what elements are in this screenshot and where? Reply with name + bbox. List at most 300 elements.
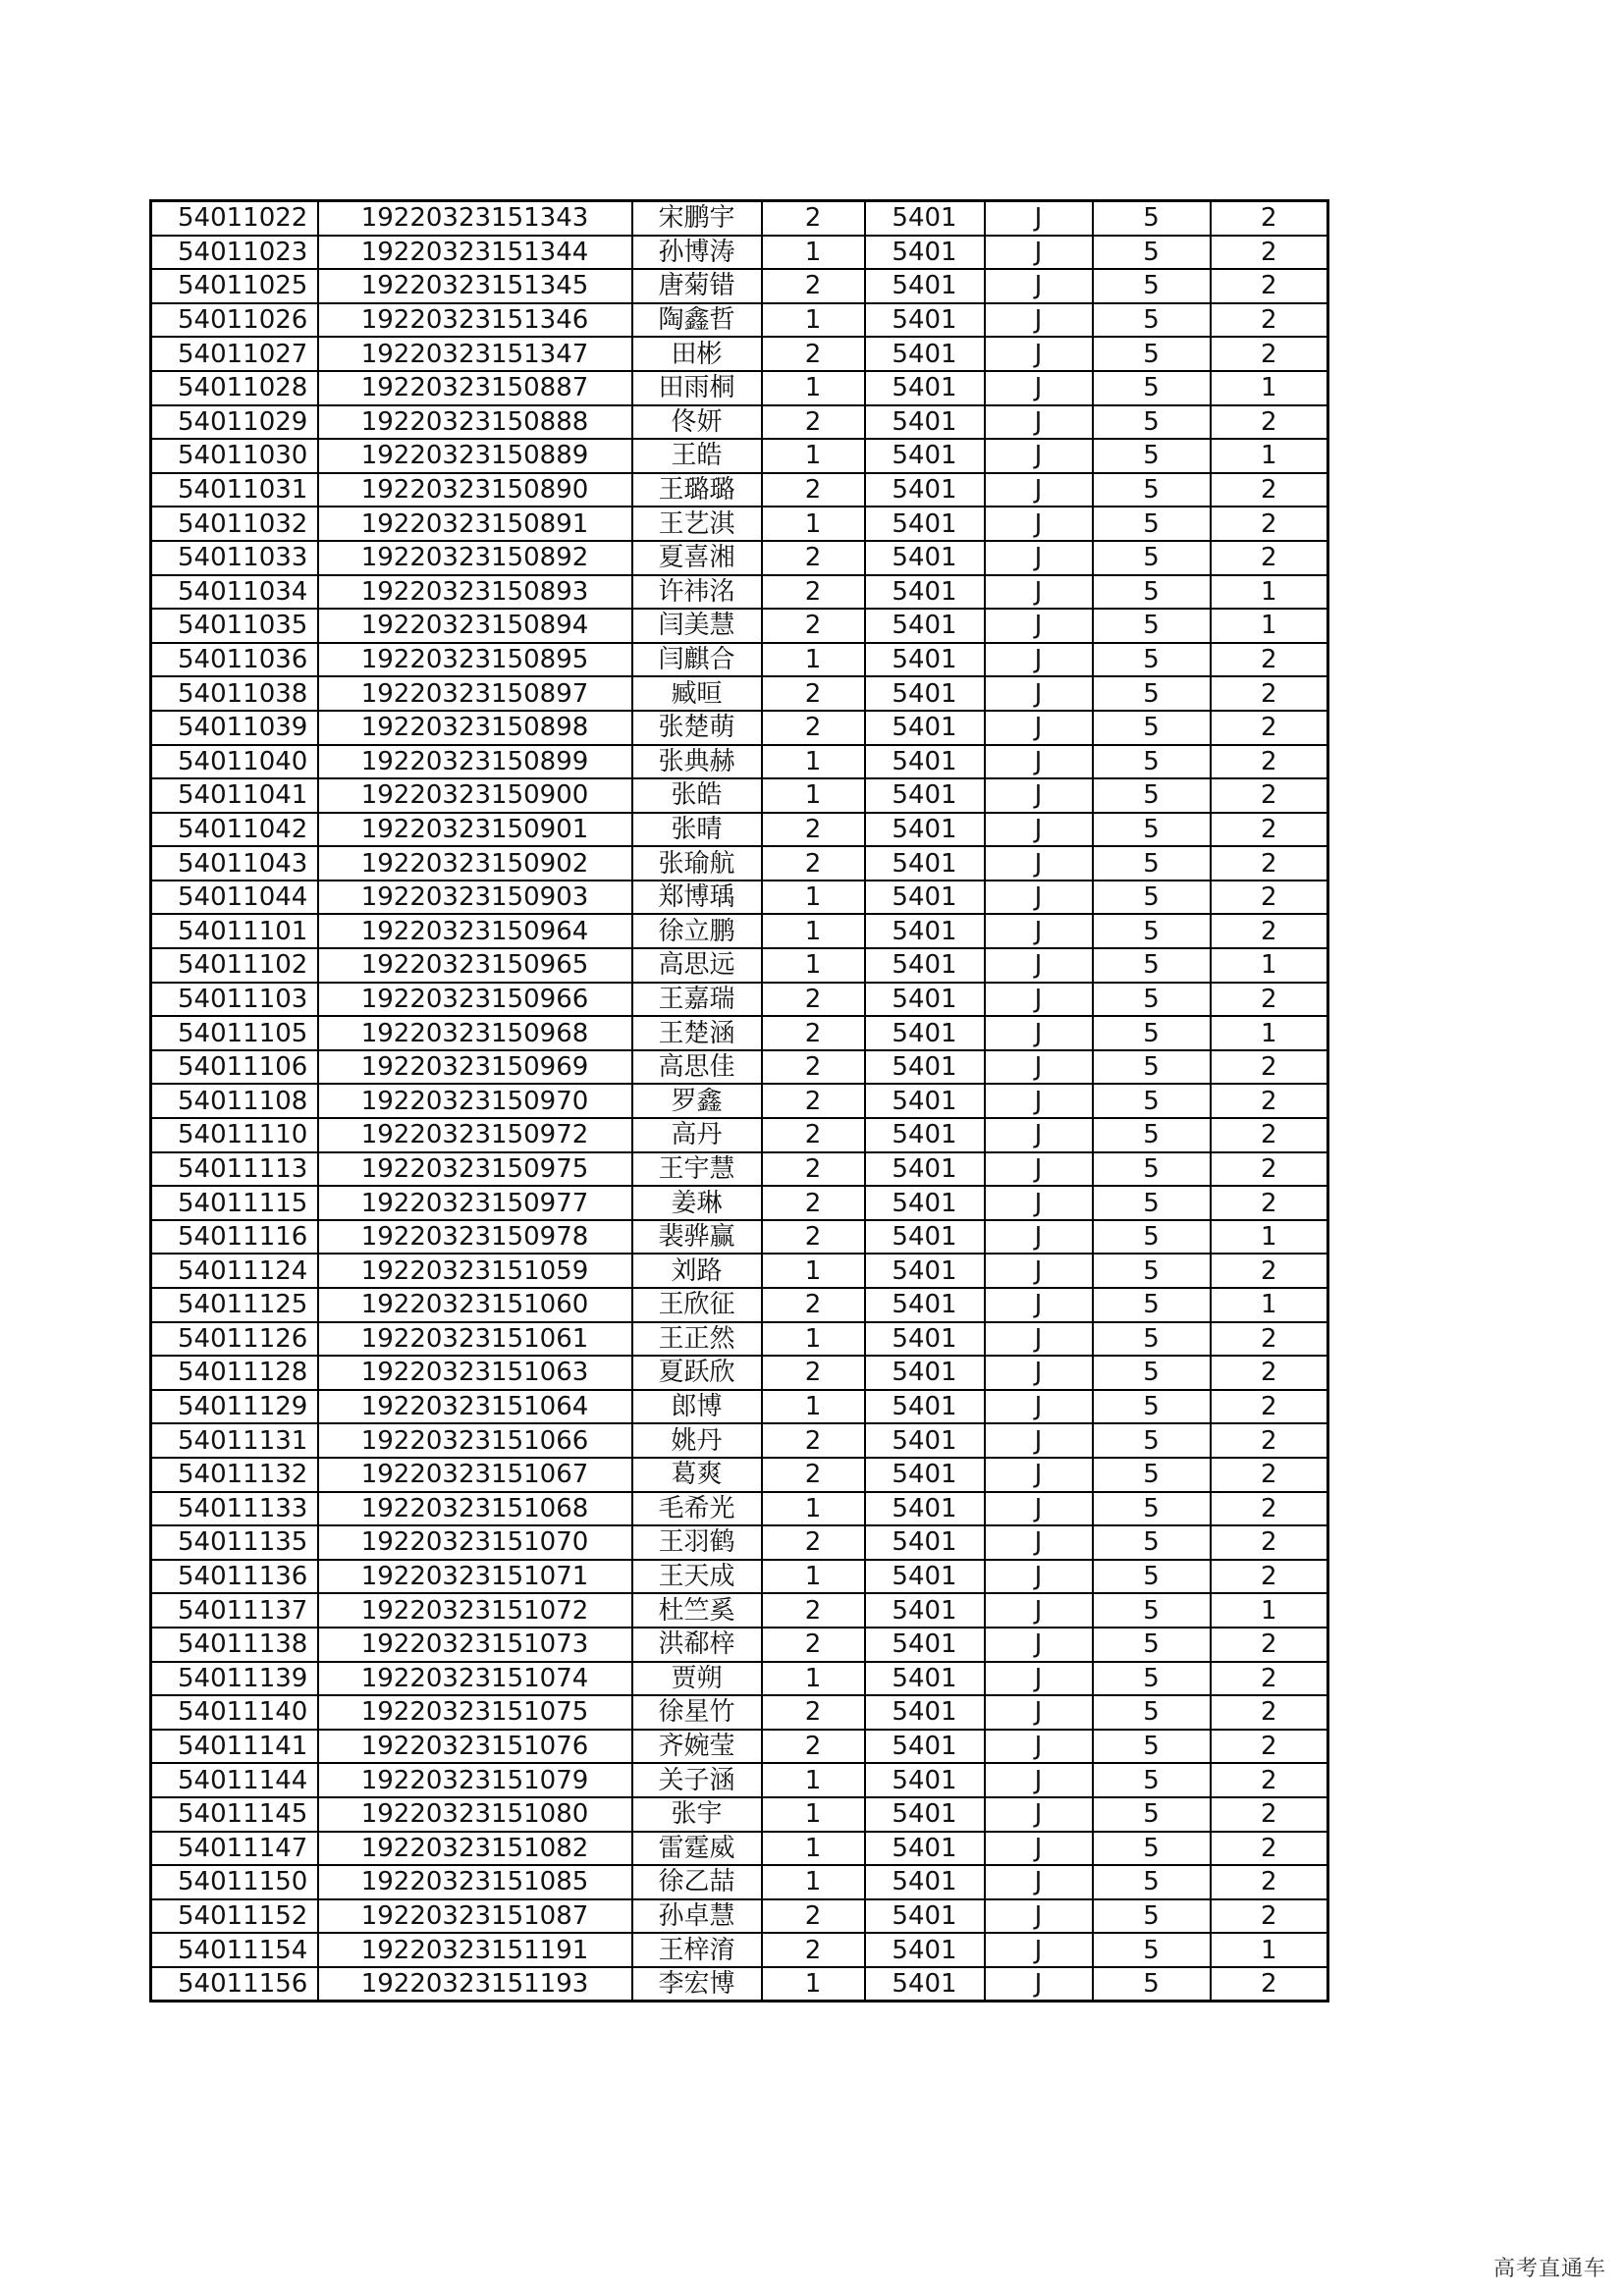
cell-col-7: 5 [1093, 1118, 1211, 1152]
cell-candidate-id: 19220323151068 [318, 1492, 632, 1526]
cell-category: J [985, 405, 1093, 440]
cell-col-7: 5 [1093, 1865, 1211, 1899]
cell-candidate-id: 19220323151193 [318, 1967, 632, 2002]
cell-gender-code: 1 [762, 1322, 865, 1357]
cell-school-code: 5401 [865, 575, 985, 610]
cell-gender-code: 1 [762, 948, 865, 983]
cell-school-code: 5401 [865, 405, 985, 440]
cell-school-code: 5401 [865, 541, 985, 575]
cell-candidate-id: 19220323150972 [318, 1118, 632, 1152]
cell-school-code: 5401 [865, 745, 985, 779]
cell-category: J [985, 1899, 1093, 1934]
cell-col-7: 5 [1093, 1492, 1211, 1526]
cell-gender-code: 2 [762, 1628, 865, 1662]
cell-gender-code: 1 [762, 236, 865, 270]
cell-exam-id: 54011040 [151, 745, 318, 779]
cell-col-7: 5 [1093, 1423, 1211, 1458]
table-row [151, 1763, 1328, 1797]
cell-category: J [985, 1763, 1093, 1797]
cell-name: 贾朔 [632, 1662, 762, 1696]
cell-candidate-id: 19220323150887 [318, 371, 632, 405]
cell-exam-id: 54011105 [151, 1016, 318, 1050]
cell-name: 张晴 [632, 813, 762, 847]
cell-exam-id: 54011028 [151, 371, 318, 405]
cell-gender-code: 1 [762, 778, 865, 813]
cell-gender-code: 2 [762, 1118, 865, 1152]
cell-candidate-id: 19220323151066 [318, 1423, 632, 1458]
cell-gender-code: 2 [762, 1288, 865, 1322]
cell-school-code: 5401 [865, 1152, 985, 1187]
cell-col-8: 2 [1211, 1254, 1328, 1288]
cell-name: 张典赫 [632, 745, 762, 779]
cell-col-7: 5 [1093, 1254, 1211, 1288]
cell-candidate-id: 19220323151191 [318, 1933, 632, 1967]
cell-candidate-id: 19220323150898 [318, 711, 632, 745]
cell-col-7: 5 [1093, 1832, 1211, 1866]
cell-col-8: 2 [1211, 1492, 1328, 1526]
cell-school-code: 5401 [865, 1220, 985, 1255]
cell-exam-id: 54011038 [151, 676, 318, 711]
cell-candidate-id: 19220323150965 [318, 948, 632, 983]
cell-school-code: 5401 [865, 948, 985, 983]
cell-name: 葛爽 [632, 1458, 762, 1492]
cell-category: J [985, 745, 1093, 779]
cell-gender-code: 1 [762, 1254, 865, 1288]
table-row [151, 1458, 1328, 1492]
table-row [151, 778, 1328, 813]
cell-name: 王璐璐 [632, 473, 762, 507]
cell-school-code: 5401 [865, 914, 985, 948]
cell-name: 唐菊错 [632, 269, 762, 303]
table-row [151, 813, 1328, 847]
cell-candidate-id: 19220323151085 [318, 1865, 632, 1899]
cell-exam-id: 54011141 [151, 1730, 318, 1764]
cell-name: 张楚萌 [632, 711, 762, 745]
cell-col-7: 5 [1093, 1662, 1211, 1696]
cell-exam-id: 54011113 [151, 1152, 318, 1187]
cell-candidate-id: 19220323151074 [318, 1662, 632, 1696]
table-row [151, 236, 1328, 270]
cell-name: 夏喜湘 [632, 541, 762, 575]
cell-col-8: 2 [1211, 1186, 1328, 1220]
table-row [151, 575, 1328, 610]
cell-name: 王宇慧 [632, 1152, 762, 1187]
cell-col-8: 2 [1211, 201, 1328, 236]
cell-gender-code: 2 [762, 1525, 865, 1560]
cell-col-8: 2 [1211, 676, 1328, 711]
table-row [151, 1356, 1328, 1390]
cell-col-8: 2 [1211, 1763, 1328, 1797]
cell-col-8: 1 [1211, 1016, 1328, 1050]
table-row [151, 1050, 1328, 1085]
cell-col-8: 2 [1211, 1322, 1328, 1357]
cell-exam-id: 54011125 [151, 1288, 318, 1322]
table-row [151, 1322, 1328, 1357]
cell-school-code: 5401 [865, 1560, 985, 1594]
cell-category: J [985, 1118, 1093, 1152]
cell-exam-id: 54011032 [151, 507, 318, 541]
cell-school-code: 5401 [865, 1050, 985, 1085]
cell-name: 高思远 [632, 948, 762, 983]
cell-school-code: 5401 [865, 846, 985, 881]
cell-category: J [985, 269, 1093, 303]
cell-school-code: 5401 [865, 1865, 985, 1899]
cell-school-code: 5401 [865, 1423, 985, 1458]
cell-candidate-id: 19220323150892 [318, 541, 632, 575]
cell-col-7: 5 [1093, 1220, 1211, 1255]
cell-candidate-id: 19220323150897 [318, 676, 632, 711]
cell-category: J [985, 1730, 1093, 1764]
cell-category: J [985, 609, 1093, 643]
table-row [151, 1186, 1328, 1220]
cell-candidate-id: 19220323150975 [318, 1152, 632, 1187]
cell-name: 齐婉莹 [632, 1730, 762, 1764]
table-row [151, 1560, 1328, 1594]
cell-candidate-id: 19220323150893 [318, 575, 632, 610]
cell-col-7: 5 [1093, 1152, 1211, 1187]
cell-candidate-id: 19220323150894 [318, 609, 632, 643]
cell-category: J [985, 1423, 1093, 1458]
cell-school-code: 5401 [865, 881, 985, 915]
cell-school-code: 5401 [865, 1933, 985, 1967]
cell-name: 王艺淇 [632, 507, 762, 541]
cell-category: J [985, 846, 1093, 881]
table-row [151, 1152, 1328, 1187]
cell-category: J [985, 778, 1093, 813]
table-row [151, 711, 1328, 745]
cell-gender-code: 2 [762, 1423, 865, 1458]
cell-category: J [985, 1050, 1093, 1085]
cell-name: 郎博 [632, 1390, 762, 1424]
cell-col-8: 2 [1211, 236, 1328, 270]
cell-school-code: 5401 [865, 1254, 985, 1288]
cell-candidate-id: 19220323151072 [318, 1593, 632, 1628]
cell-gender-code: 1 [762, 643, 865, 677]
cell-candidate-id: 19220323150902 [318, 846, 632, 881]
cell-category: J [985, 507, 1093, 541]
cell-name: 高丹 [632, 1118, 762, 1152]
cell-name: 徐立鹏 [632, 914, 762, 948]
cell-category: J [985, 711, 1093, 745]
cell-gender-code: 2 [762, 1152, 865, 1187]
cell-candidate-id: 19220323150977 [318, 1186, 632, 1220]
cell-school-code: 5401 [865, 643, 985, 677]
table-row [151, 1525, 1328, 1560]
cell-name: 陶鑫哲 [632, 303, 762, 338]
cell-gender-code: 2 [762, 201, 865, 236]
cell-col-8: 2 [1211, 846, 1328, 881]
table-row [151, 303, 1328, 338]
cell-candidate-id: 19220323151080 [318, 1797, 632, 1832]
cell-gender-code: 1 [762, 439, 865, 473]
cell-name: 王梓淯 [632, 1933, 762, 1967]
cell-col-7: 5 [1093, 711, 1211, 745]
cell-category: J [985, 1865, 1093, 1899]
cell-candidate-id: 19220323150970 [318, 1084, 632, 1118]
cell-school-code: 5401 [865, 1763, 985, 1797]
table-row [151, 473, 1328, 507]
cell-category: J [985, 1016, 1093, 1050]
cell-school-code: 5401 [865, 303, 985, 338]
cell-col-7: 5 [1093, 643, 1211, 677]
cell-school-code: 5401 [865, 711, 985, 745]
cell-col-7: 5 [1093, 881, 1211, 915]
cell-gender-code: 1 [762, 1390, 865, 1424]
cell-col-7: 5 [1093, 439, 1211, 473]
cell-col-7: 5 [1093, 1084, 1211, 1118]
cell-col-8: 2 [1211, 303, 1328, 338]
cell-col-7: 5 [1093, 1390, 1211, 1424]
cell-name: 王楚涵 [632, 1016, 762, 1050]
table-row [151, 1423, 1328, 1458]
cell-exam-id: 54011108 [151, 1084, 318, 1118]
cell-col-8: 2 [1211, 1695, 1328, 1730]
cell-category: J [985, 1967, 1093, 2002]
cell-category: J [985, 1560, 1093, 1594]
cell-col-7: 5 [1093, 1730, 1211, 1764]
cell-exam-id: 54011136 [151, 1560, 318, 1594]
cell-category: J [985, 1356, 1093, 1390]
table-row [151, 1662, 1328, 1696]
cell-exam-id: 54011106 [151, 1050, 318, 1085]
table-row [151, 676, 1328, 711]
cell-category: J [985, 1628, 1093, 1662]
cell-name: 杜竺奚 [632, 1593, 762, 1628]
cell-name: 许祎洺 [632, 575, 762, 610]
cell-exam-id: 54011135 [151, 1525, 318, 1560]
cell-name: 闫麒合 [632, 643, 762, 677]
table-row [151, 1084, 1328, 1118]
cell-col-7: 5 [1093, 405, 1211, 440]
cell-category: J [985, 983, 1093, 1017]
cell-school-code: 5401 [865, 1390, 985, 1424]
cell-category: J [985, 1254, 1093, 1288]
cell-gender-code: 1 [762, 371, 865, 405]
cell-name: 田彬 [632, 337, 762, 371]
cell-col-8: 2 [1211, 1356, 1328, 1390]
cell-candidate-id: 19220323151060 [318, 1288, 632, 1322]
cell-col-8: 2 [1211, 1560, 1328, 1594]
cell-school-code: 5401 [865, 1118, 985, 1152]
watermark: 高考直通车 [1492, 2257, 1606, 2281]
table-row [151, 1899, 1328, 1934]
cell-exam-id: 54011102 [151, 948, 318, 983]
cell-col-8: 2 [1211, 643, 1328, 677]
cell-name: 洪郗梓 [632, 1628, 762, 1662]
table-row [151, 1832, 1328, 1866]
cell-col-7: 5 [1093, 201, 1211, 236]
cell-category: J [985, 1832, 1093, 1866]
table-row [151, 201, 1328, 236]
cell-school-code: 5401 [865, 676, 985, 711]
cell-school-code: 5401 [865, 1016, 985, 1050]
cell-gender-code: 1 [762, 1763, 865, 1797]
cell-name: 雷霆威 [632, 1832, 762, 1866]
cell-gender-code: 2 [762, 1695, 865, 1730]
cell-school-code: 5401 [865, 236, 985, 270]
cell-col-8: 2 [1211, 881, 1328, 915]
cell-col-7: 5 [1093, 371, 1211, 405]
cell-exam-id: 54011033 [151, 541, 318, 575]
cell-col-7: 5 [1093, 337, 1211, 371]
cell-candidate-id: 19220323150968 [318, 1016, 632, 1050]
cell-col-7: 5 [1093, 1016, 1211, 1050]
cell-col-7: 5 [1093, 1763, 1211, 1797]
cell-gender-code: 1 [762, 914, 865, 948]
cell-school-code: 5401 [865, 269, 985, 303]
cell-col-8: 2 [1211, 1390, 1328, 1424]
cell-name: 夏跃欣 [632, 1356, 762, 1390]
roster-table [149, 199, 1329, 2002]
cell-school-code: 5401 [865, 778, 985, 813]
cell-col-8: 2 [1211, 745, 1328, 779]
cell-exam-id: 54011140 [151, 1695, 318, 1730]
cell-school-code: 5401 [865, 1525, 985, 1560]
cell-name: 关子涵 [632, 1763, 762, 1797]
cell-category: J [985, 948, 1093, 983]
cell-gender-code: 1 [762, 1560, 865, 1594]
cell-category: J [985, 371, 1093, 405]
cell-gender-code: 2 [762, 1050, 865, 1085]
cell-exam-id: 54011025 [151, 269, 318, 303]
table-row [151, 1390, 1328, 1424]
cell-exam-id: 54011132 [151, 1458, 318, 1492]
cell-candidate-id: 19220323150895 [318, 643, 632, 677]
cell-name: 孙博涛 [632, 236, 762, 270]
cell-exam-id: 54011030 [151, 439, 318, 473]
cell-school-code: 5401 [865, 507, 985, 541]
cell-gender-code: 2 [762, 337, 865, 371]
cell-col-7: 5 [1093, 1560, 1211, 1594]
cell-col-7: 5 [1093, 236, 1211, 270]
cell-exam-id: 54011031 [151, 473, 318, 507]
cell-school-code: 5401 [865, 1084, 985, 1118]
table-row [151, 507, 1328, 541]
cell-candidate-id: 19220323150978 [318, 1220, 632, 1255]
cell-school-code: 5401 [865, 1695, 985, 1730]
cell-exam-id: 54011128 [151, 1356, 318, 1390]
cell-col-7: 5 [1093, 846, 1211, 881]
cell-candidate-id: 19220323151347 [318, 337, 632, 371]
cell-exam-id: 54011139 [151, 1662, 318, 1696]
cell-col-7: 5 [1093, 1899, 1211, 1934]
cell-candidate-id: 19220323151059 [318, 1254, 632, 1288]
cell-exam-id: 54011144 [151, 1763, 318, 1797]
cell-name: 王欣征 [632, 1288, 762, 1322]
table-row [151, 371, 1328, 405]
cell-col-8: 1 [1211, 609, 1328, 643]
cell-col-8: 2 [1211, 1458, 1328, 1492]
cell-col-7: 5 [1093, 1695, 1211, 1730]
cell-category: J [985, 914, 1093, 948]
cell-exam-id: 54011103 [151, 983, 318, 1017]
cell-col-8: 2 [1211, 1967, 1328, 2002]
cell-col-8: 1 [1211, 439, 1328, 473]
cell-gender-code: 2 [762, 541, 865, 575]
cell-col-7: 5 [1093, 1050, 1211, 1085]
table-row [151, 948, 1328, 983]
cell-name: 李宏博 [632, 1967, 762, 2002]
table-row [151, 1016, 1328, 1050]
table-row [151, 1730, 1328, 1764]
cell-candidate-id: 19220323151082 [318, 1832, 632, 1866]
cell-gender-code: 2 [762, 983, 865, 1017]
cell-exam-id: 54011138 [151, 1628, 318, 1662]
cell-name: 闫美慧 [632, 609, 762, 643]
cell-exam-id: 54011154 [151, 1933, 318, 1967]
cell-gender-code: 2 [762, 676, 865, 711]
cell-candidate-id: 19220323151075 [318, 1695, 632, 1730]
cell-gender-code: 1 [762, 303, 865, 338]
cell-candidate-id: 19220323150966 [318, 983, 632, 1017]
cell-name: 臧晅 [632, 676, 762, 711]
cell-exam-id: 54011116 [151, 1220, 318, 1255]
cell-category: J [985, 473, 1093, 507]
cell-gender-code: 1 [762, 1662, 865, 1696]
table-row [151, 745, 1328, 779]
cell-exam-id: 54011044 [151, 881, 318, 915]
cell-category: J [985, 337, 1093, 371]
cell-name: 徐星竹 [632, 1695, 762, 1730]
cell-gender-code: 2 [762, 1933, 865, 1967]
cell-gender-code: 1 [762, 1797, 865, 1832]
cell-col-8: 2 [1211, 269, 1328, 303]
cell-gender-code: 2 [762, 1220, 865, 1255]
cell-school-code: 5401 [865, 1593, 985, 1628]
table-row [151, 983, 1328, 1017]
cell-name: 姚丹 [632, 1423, 762, 1458]
cell-gender-code: 2 [762, 269, 865, 303]
cell-col-8: 2 [1211, 813, 1328, 847]
cell-col-7: 5 [1093, 948, 1211, 983]
cell-gender-code: 2 [762, 1186, 865, 1220]
cell-exam-id: 54011110 [151, 1118, 318, 1152]
cell-col-7: 5 [1093, 1322, 1211, 1357]
cell-category: J [985, 1695, 1093, 1730]
cell-exam-id: 54011034 [151, 575, 318, 610]
cell-school-code: 5401 [865, 1492, 985, 1526]
cell-name: 张宇 [632, 1797, 762, 1832]
cell-name: 王羽鹤 [632, 1525, 762, 1560]
table-row [151, 541, 1328, 575]
cell-col-7: 5 [1093, 1797, 1211, 1832]
cell-candidate-id: 19220323150901 [318, 813, 632, 847]
cell-category: J [985, 1492, 1093, 1526]
cell-candidate-id: 19220323151345 [318, 269, 632, 303]
cell-category: J [985, 676, 1093, 711]
cell-candidate-id: 19220323150903 [318, 881, 632, 915]
cell-exam-id: 54011152 [151, 1899, 318, 1934]
cell-exam-id: 54011042 [151, 813, 318, 847]
table-row [151, 1254, 1328, 1288]
table-row [151, 1865, 1328, 1899]
cell-col-8: 1 [1211, 1288, 1328, 1322]
table-row [151, 1593, 1328, 1628]
table-row [151, 609, 1328, 643]
cell-school-code: 5401 [865, 1458, 985, 1492]
cell-category: J [985, 201, 1093, 236]
cell-category: J [985, 1662, 1093, 1696]
table-row [151, 1492, 1328, 1526]
cell-col-8: 1 [1211, 948, 1328, 983]
cell-candidate-id: 19220323151076 [318, 1730, 632, 1764]
cell-col-7: 5 [1093, 507, 1211, 541]
cell-col-8: 1 [1211, 1933, 1328, 1967]
cell-candidate-id: 19220323151070 [318, 1525, 632, 1560]
cell-col-8: 2 [1211, 473, 1328, 507]
cell-category: J [985, 1525, 1093, 1560]
cell-candidate-id: 19220323150900 [318, 778, 632, 813]
